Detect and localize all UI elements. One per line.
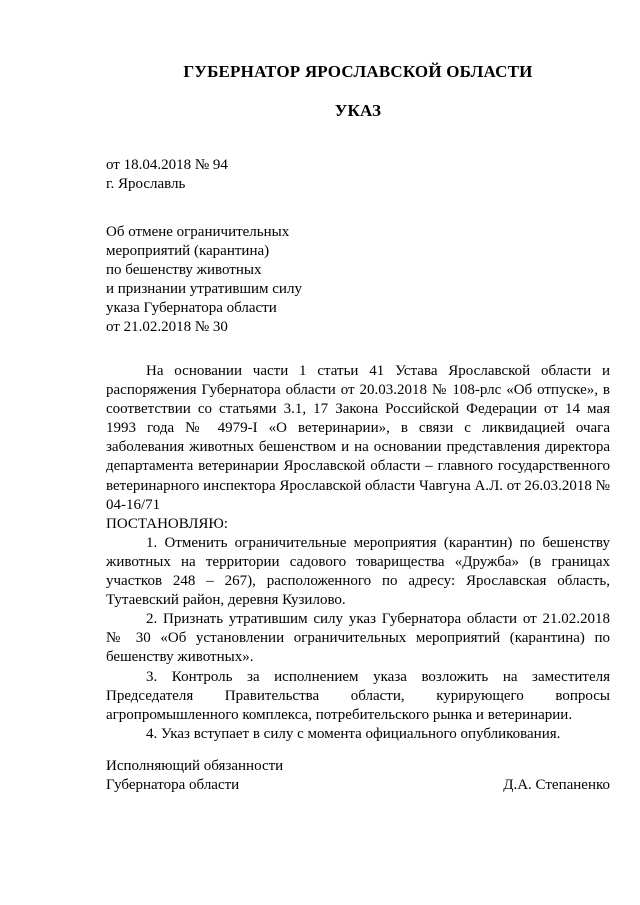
issuing-authority-title: ГУБЕРНАТОР ЯРОСЛАВСКОЙ ОБЛАСТИ [183,62,533,81]
subject-line: мероприятий (карантина) [106,243,270,259]
subject-line: указа Губернатора области [106,300,277,316]
subject-line: по бешенству животных [106,262,262,278]
clause-paragraph: 1. Отменить ограничительные мероприятия (карантин) по бешенству животных на территории садового товарищества «Дружба» (в границах участков 248 – 267), расположенного по адресу: Ярославская область, Тутаевский район, деревня Кузилово. [106,534,610,609]
clause-paragraph: 3. Контроль за исполнением указа возложить на заместителя Председателя Правительства области, курирующего вопросы агропромышленного комплекса, потребительского рынка и ветеринарии. [106,668,610,723]
signatory-position-line: Губернатора области [106,777,240,793]
subject-line: от 21.02.2018 № 30 [106,319,228,335]
resolve-heading: ПОСТАНОВЛЯЮ: [106,515,228,532]
document-date-number: от 18.04.2018 № 94 [106,157,228,173]
subject-line: и признании утратившим силу [106,281,302,297]
subject-line: Об отмене ограничительных [106,224,290,240]
document-place: г. Ярославль [106,176,186,192]
document-body [106,362,610,744]
signatory-name: Д.А. Степаненко [503,777,610,793]
clause-paragraph: 2. Признать утратившим силу указ Губернатора области от 21.02.2018 № 30 «Об установлении ограничительных мероприятий (карантина) по бешенству животных». [106,611,610,666]
clause-paragraph: 4. Указ вступает в силу с момента официального опубликования. [146,725,561,742]
signatory-position-line: Исполняющий обязанности [106,758,284,774]
preamble-paragraph: На основании части 1 статьи 41 Устава Ярославской области и распоряжения Губернатора области от 20.03.2018 № 108-рлс «Об отпуске», в соответствии со статьями 3.1, 17 Закона Российской Федерации от 14 мая 1993 года № 4979-I «О ветеринарии», в связи с ликвидацией очага заболевания животных бешенством и на основании представления директора департамента ветеринарии Ярославской области – главного государственного ветеринарного инспектора Ярославской области Чавгуна А.Л. от 26.03.2018 № 04-16/71 [106,363,610,513]
document-type-title: УКАЗ [334,101,382,120]
